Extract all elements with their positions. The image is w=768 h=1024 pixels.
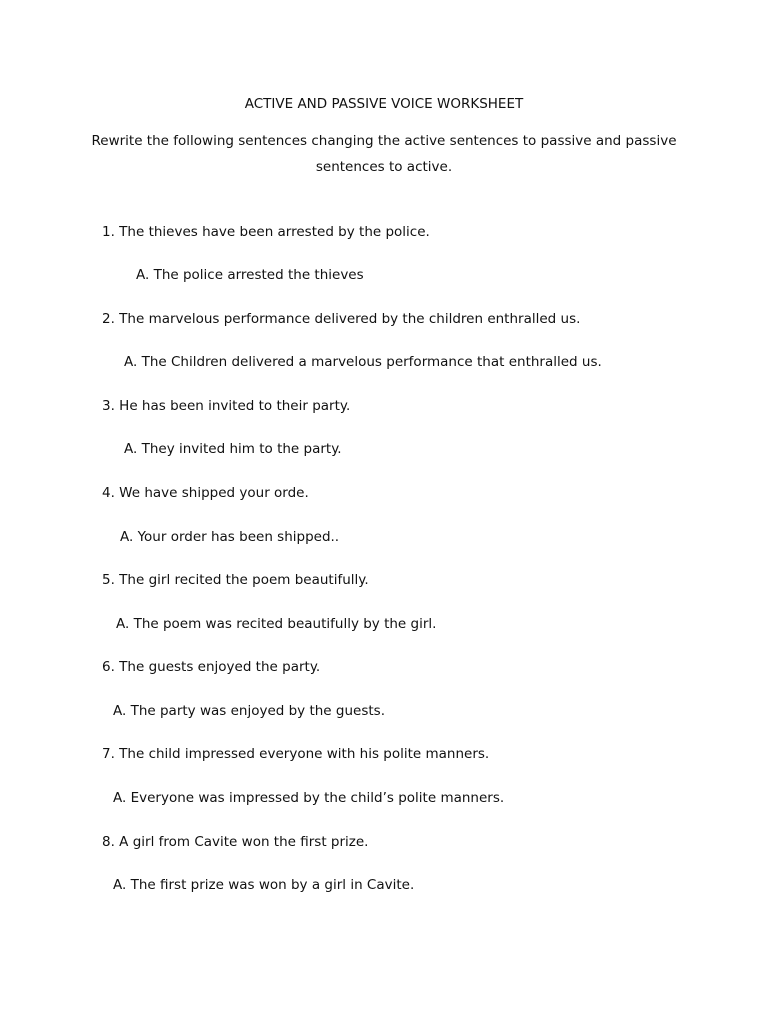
answer-7: A. Everyone was impressed by the child’s polite manners. (113, 790, 505, 806)
worksheet-title: ACTIVE AND PASSIVE VOICE WORKSHEET (244, 96, 524, 112)
answer-4: A. Your order has been shipped.. (120, 529, 340, 545)
question-1: 1. The thieves have been arrested by the police. (102, 224, 430, 240)
question-6: 6. The guests enjoyed the party. (102, 659, 321, 675)
answer-3: A. They invited him to the party. (124, 441, 342, 457)
question-5: 5. The girl recited the poem beautifully. (102, 572, 369, 588)
answer-1: A. The police arrested the thieves (136, 267, 364, 283)
question-2: 2. The marvelous performance delivered by the children enthralled us. (102, 311, 581, 327)
question-8: 8. A girl from Cavite won the first prize. (102, 834, 369, 850)
answer-6: A. The party was enjoyed by the guests. (113, 703, 385, 719)
answer-2: A. The Children delivered a marvelous performance that enthralled us. (124, 354, 602, 370)
question-4: 4. We have shipped your orde. (102, 485, 309, 501)
question-7: 7. The child impressed everyone with his polite manners. (102, 746, 490, 762)
answer-5: A. The poem was recited beautifully by the girl. (116, 616, 437, 632)
worksheet-instructions: Rewrite the following sentences changing the active sentences to passive and passive sentences to active. (91, 133, 677, 175)
answer-8: A. The first prize was won by a girl in Cavite. (113, 877, 415, 893)
question-3: 3. He has been invited to their party. (102, 398, 351, 414)
